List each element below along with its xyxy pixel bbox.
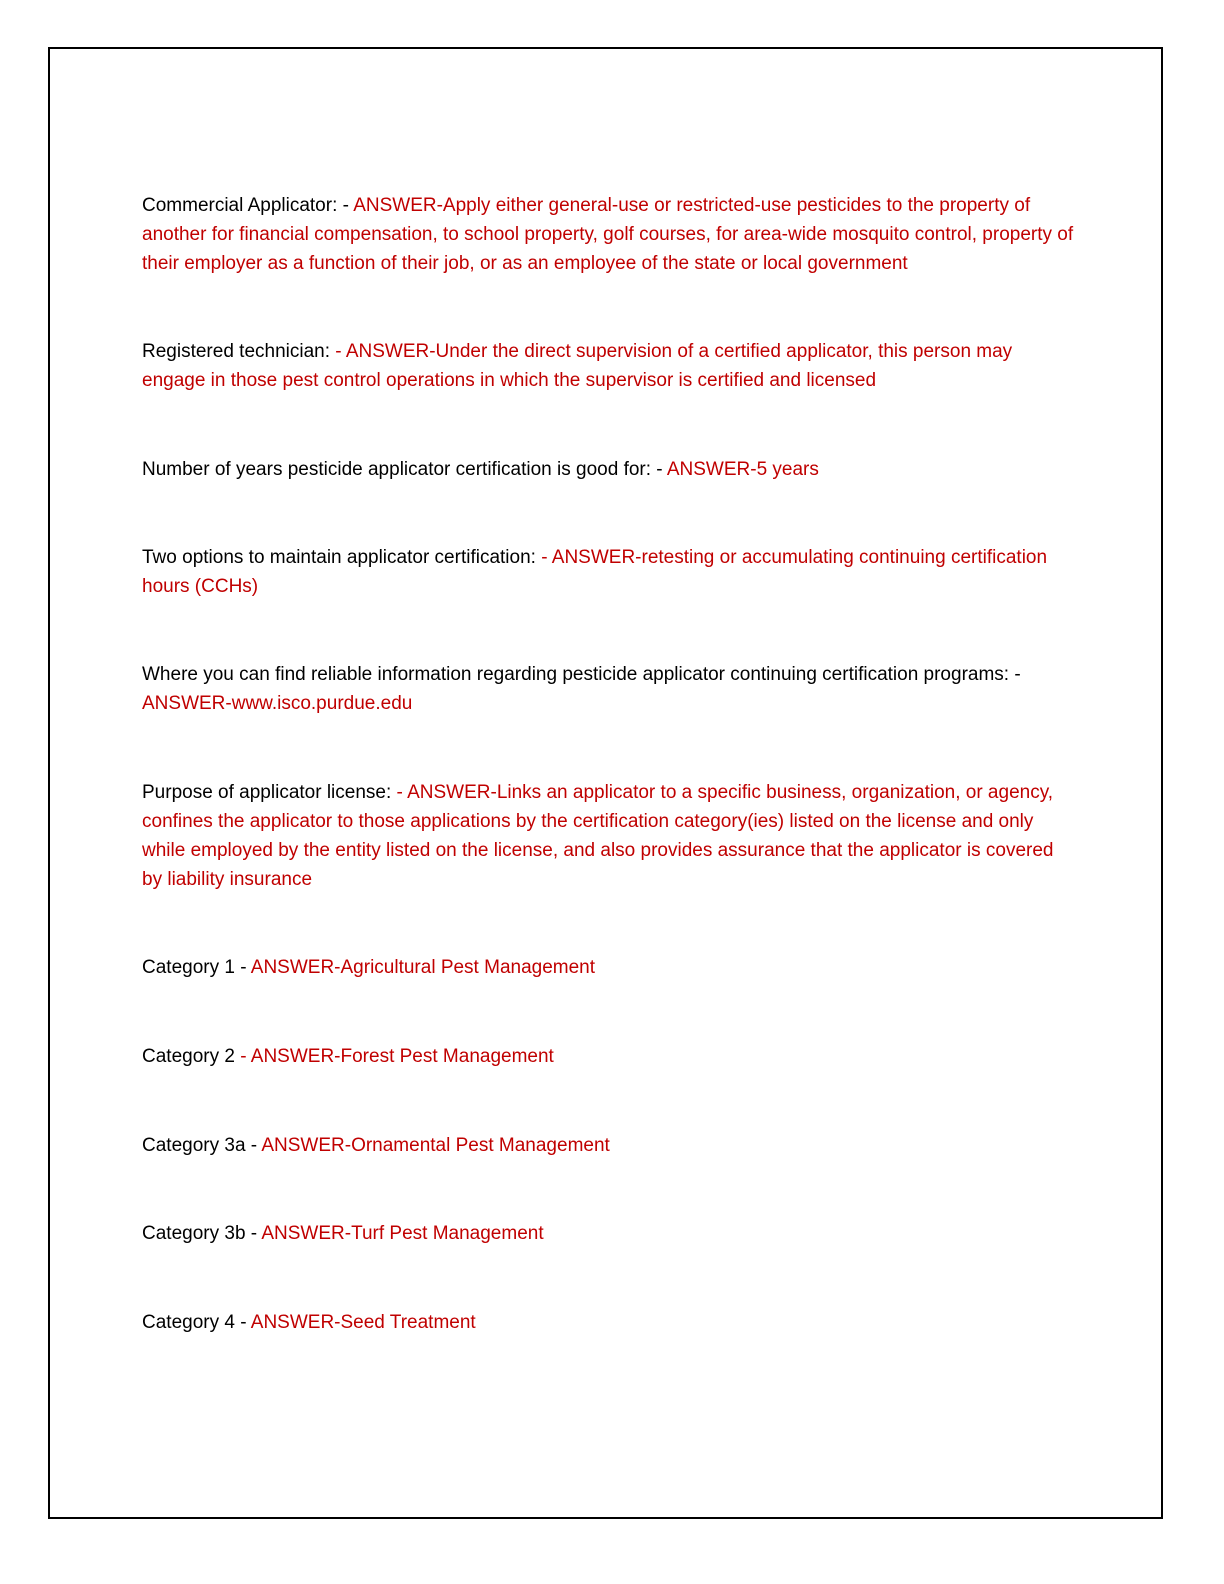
answer-text: ANSWER-Ornamental Pest Management: [261, 1135, 610, 1156]
answer-text: - ANSWER-Links an applicator to a specific business, organization, or agency, confines the applicator to those applications by the certification category(ies) listed on the license and only while employed by the entity listed on the license, and also provides assurance that the applicator is covered by liability insurance: [142, 782, 1054, 890]
question-text: Category 3a -: [142, 1135, 262, 1156]
answer-text: ANSWER-Apply either general-use or restricted-use pesticides to the property of another for financial compensation, to school property, golf courses, for area-wide mosquito control, property of their employer as a function of their job, or as an employee of the state or local government: [142, 195, 1074, 274]
qa-category-4: [142, 1308, 1077, 1337]
question-text: Two options to maintain applicator certification:: [142, 547, 542, 568]
qa-certification-years: [142, 455, 1077, 484]
qa-reliable-information: [142, 660, 1077, 718]
question-text: Number of years pesticide applicator certification is good for: -: [142, 459, 667, 480]
answer-text: - ANSWER-Forest Pest Management: [240, 1046, 554, 1067]
answer-text: ANSWER-5 years: [666, 459, 819, 480]
qa-category-3a: [142, 1131, 1077, 1160]
question-text: Category 1 -: [142, 957, 251, 978]
qa-commercial-applicator: [142, 191, 1077, 278]
qa-license-purpose: [142, 778, 1077, 894]
answer-text: ANSWER-Agricultural Pest Management: [250, 957, 596, 978]
answer-text: - ANSWER-retesting or accumulating continuing certification hours (CCHs): [142, 547, 1048, 597]
question-text: Category 2: [142, 1046, 241, 1067]
question-text: Where you can find reliable information regarding pesticide applicator continuing certification programs: -: [142, 664, 1021, 685]
answer-text: ANSWER-Seed Treatment: [250, 1312, 476, 1333]
question-text: Registered technician:: [142, 341, 336, 362]
qa-registered-technician: [142, 337, 1077, 395]
question-text: Purpose of applicator license:: [142, 782, 397, 803]
answer-text: - ANSWER-Under the direct supervision of a certified applicator, this person may engage in those pest control operations in which the supervisor is certified and licensed: [142, 341, 1013, 391]
question-text: Category 3b -: [142, 1223, 262, 1244]
question-text: Commercial Applicator: -: [142, 195, 354, 216]
qa-maintain-certification: [142, 543, 1077, 601]
qa-category-3b: [142, 1219, 1077, 1248]
qa-category-2: [142, 1042, 1077, 1071]
answer-text: ANSWER-www.isco.purdue.edu: [142, 693, 413, 714]
qa-category-1: [142, 953, 1077, 982]
question-text: Category 4 -: [142, 1312, 251, 1333]
answer-text: ANSWER-Turf Pest Management: [261, 1223, 544, 1244]
